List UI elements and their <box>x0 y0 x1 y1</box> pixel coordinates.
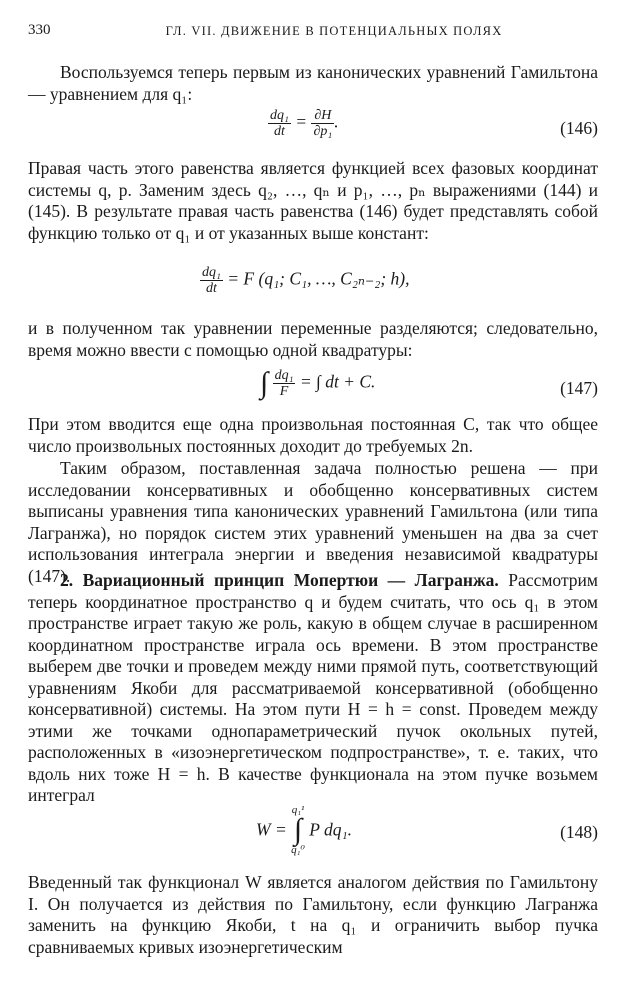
paragraph-conclusion: Таким образом, поставленная задача полностью решена — при исследовании консервативных и обобщенно консервативных систем выписаны уравнения типа канонических уравнений Гамильтона (или типа Лагранжа), но порядок систем этих уравнений уменьшен на два за счет использования интеграла энергии и введения независимой квадратуры (147). <box>28 458 598 586</box>
page-number: 330 <box>28 22 51 38</box>
section-text: Рассмотрим теперь координатное пространство q и будем считать, что ось q₁ в этом пространстве играет такую же роль, какую в общем случае в расширенном координатном пространстве играла ось времени. В этом пространстве выберем две точки и проведем между ними прямой путь, соответствующий уравнениям Якоби для рассматриваемой консервативной (обобщенно консервативной) системы. На этом пути H = h = const. Проведем между этими же точками однопараметрический пучок окольных путей, расположенных в «изоэнергетическом подпространстве», т. е. таких, что вдоль них тоже H = h. В качестве функционала на этом пучке возьмем интеграл <box>28 570 598 805</box>
equation-146: $\frac{\text{dq₁}}{dt}$ = $\frac{\partial H}{\text{∂p₁}}$ . (146) <box>270 108 598 139</box>
paragraph-separation: и в полученном так уравнении переменные разделяются; следовательно, время можно ввести с помощью одной квадратуры: <box>28 318 598 360</box>
paragraph-intro: Воспользуемся теперь первым из канонических уравнений Гамильтона — уравнением для q₁: <box>28 62 598 104</box>
equation-number: (148) <box>560 822 598 842</box>
page-header <box>28 22 610 44</box>
equation-number: (147) <box>560 378 598 398</box>
integral-with-limits: q₁¹ ∫ q₁⁰ <box>291 804 305 856</box>
fraction-dH-dp1: $\frac{\partial H}{\text{∂p₁}}$ <box>313 108 333 139</box>
paragraph-constant: При этом вводится еще одна произвольная постоянная C, так что общее число произвольных постоянных доходит до требуемых 2n. <box>28 414 598 456</box>
paragraph-functional: Введенный так функционал W является аналогом действия по Гамильтону I. Он получается из действия по Гамильтону, если функцию Лагранжа заменить на функцию Якоби, t на q₁ и ограничить выбор пучка сравниваемых кривых изоэнергетическим <box>28 872 598 957</box>
paragraph-right-side: Правая часть этого равенства является функцией всех фазовых координат системы q, p. Заменим здесь q₂, …, qₙ и p₁, …, pₙ выражениями (144) и (145). В результате правая часть равенства (146) будет представлять собой функцию только от q₁ и от указанных выше констант: <box>28 158 598 243</box>
running-head: ГЛ. VII. ДВИЖЕНИЕ В ПОТЕНЦИАЛЬНЫХ ПОЛЯХ <box>165 24 503 38</box>
equation-148: W = q₁¹ ∫ q₁⁰ P dq₁. (148) <box>256 804 598 856</box>
equation-147: ∫ $\frac{\text{dq₁}}{F}$ = ∫ dt + C. (147) <box>260 366 598 400</box>
fraction-dq1-F: $\frac{\text{dq₁}}{F}$ <box>274 368 294 399</box>
equation-number: (146) <box>560 118 598 138</box>
equation-F: $\frac{\text{dq₁}}{dt}$ = F (q₁; C₁, …, C₂ₙ₋₂; h), <box>202 265 410 296</box>
fraction-dq1-dt: $\frac{\text{dq₁}}{dt}$ <box>270 108 289 139</box>
section-maupertuis <box>28 570 598 807</box>
fraction-dq1-dt: $\frac{\text{dq₁}}{dt}$ <box>202 265 221 296</box>
section-heading: 2. Вариационный принцип Мопертюи — Лагранжа. <box>60 570 499 590</box>
